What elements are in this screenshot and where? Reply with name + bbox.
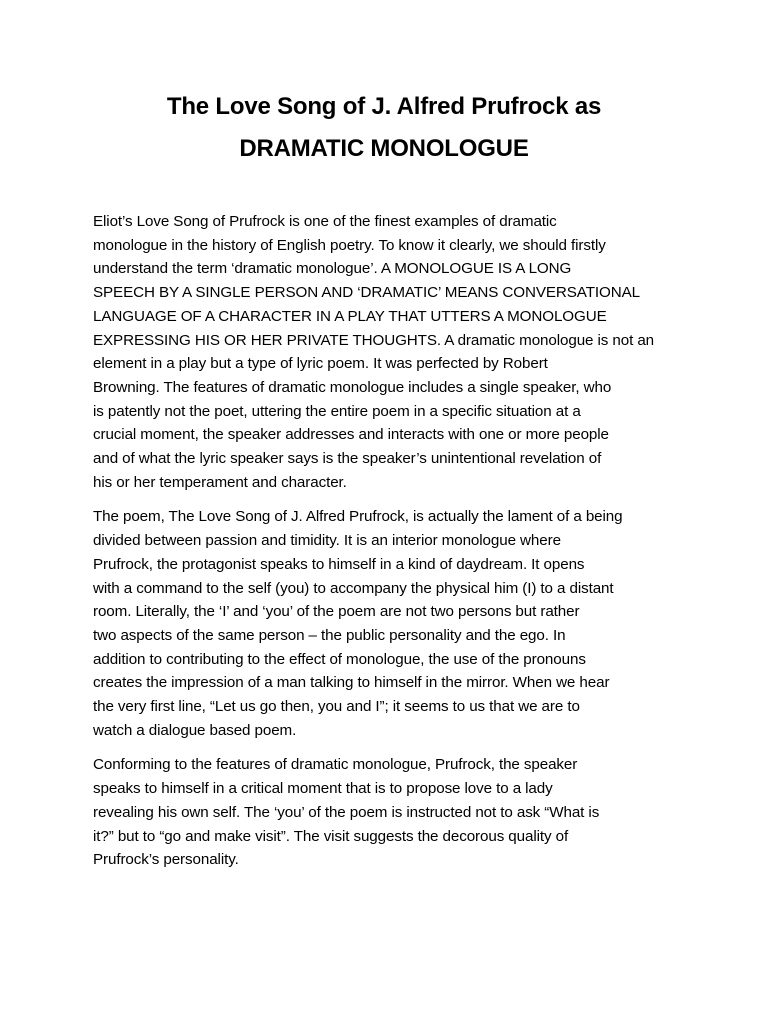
paragraph-line: LANGUAGE OF A CHARACTER IN A PLAY THAT UTTERS A MONOLOGUE	[93, 307, 607, 325]
paragraph-2	[93, 505, 683, 742]
paragraph-line: Eliot’s Love Song of Prufrock is one of the finest examples of dramatic	[93, 213, 557, 230]
paragraph-line: monologue in the history of English poetry. To know it clearly, we should firstly	[93, 236, 606, 254]
paragraph-line: two aspects of the same person – the public personality and the ego. In	[93, 626, 566, 644]
document-title	[0, 86, 768, 170]
title-line-1: The Love Song of J. Alfred Prufrock as	[166, 93, 602, 120]
paragraph-line: the very first line, “Let us go then, you and I”; it seems to us that we are to	[93, 698, 580, 716]
paragraph-3	[93, 753, 683, 872]
paragraph-line: Prufrock, the protagonist speaks to himself in a kind of daydream. It opens	[93, 555, 585, 573]
paragraph-line: is patently not the poet, uttering the entire poem in a specific situation at a	[93, 402, 581, 420]
paragraph-line: revealing his own self. The ‘you’ of the poem is instructed not to ask “What is	[93, 803, 600, 821]
paragraph-1	[93, 210, 683, 494]
paragraph-line: element in a play but a type of lyric poem. It was perfected by Robert	[93, 355, 548, 373]
paragraph-line: Prufrock’s personality.	[93, 851, 239, 869]
paragraph-line: speaks to himself in a critical moment that is to propose love to a lady	[93, 780, 553, 798]
title-line-2: DRAMATIC MONOLOGUE	[239, 135, 529, 162]
paragraph-line: and of what the lyric speaker says is the speaker’s unintentional revelation of	[93, 450, 602, 468]
paragraph-line: creates the impression of a man talking to himself in the mirror. When we hear	[93, 674, 610, 692]
paragraph-line: addition to contributing to the effect of monologue, the use of the pronouns	[93, 650, 586, 668]
paragraph-line: Browning. The features of dramatic monologue includes a single speaker, who	[93, 378, 612, 396]
paragraph-line: crucial moment, the speaker addresses and interacts with one or more people	[93, 426, 609, 444]
document-body	[93, 210, 683, 883]
paragraph-line: SPEECH BY A SINGLE PERSON AND ‘DRAMATIC’ MEANS CONVERSATIONAL	[93, 284, 640, 302]
paragraph-line: divided between passion and timidity. It is an interior monologue where	[93, 532, 561, 550]
paragraph-line: with a command to the self (you) to accompany the physical him (I) to a distant	[93, 579, 614, 597]
paragraph-line: understand the term ‘dramatic monologue’. A MONOLOGUE IS A LONG	[93, 260, 572, 278]
paragraph-line: EXPRESSING HIS OR HER PRIVATE THOUGHTS. A dramatic monologue is not an	[93, 331, 655, 349]
paragraph-line: room. Literally, the ‘I’ and ‘you’ of the poem are not two persons but rather	[93, 603, 580, 621]
paragraph-line: Conforming to the features of dramatic monologue, Prufrock, the speaker	[93, 756, 578, 774]
paragraph-line: his or her temperament and character.	[93, 473, 347, 491]
paragraph-line: watch a dialogue based poem.	[93, 721, 297, 739]
paragraph-line: The poem, The Love Song of J. Alfred Prufrock, is actually the lament of a being	[93, 508, 623, 526]
paragraph-line: it?” but to “go and make visit”. The visit suggests the decorous quality of	[93, 827, 569, 845]
